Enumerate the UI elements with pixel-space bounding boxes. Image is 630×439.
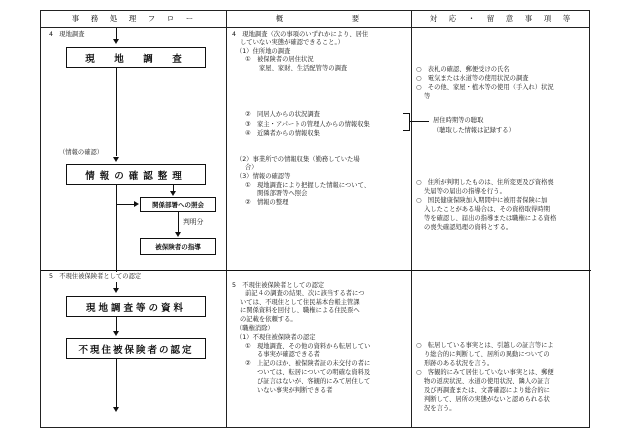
note-line: 及び再調査または、文書確認により総合的に (424, 387, 550, 394)
summary-line: （1）住所地の調査 (236, 48, 291, 55)
summary-line: び証言はないが、客観的にみて居住して (257, 378, 371, 385)
box-genchi-chosa: 現 地 調 査 (66, 47, 206, 68)
section-divider (411, 270, 591, 271)
summary-line: ② 上記のほか、被保険者証の未交付の者に (245, 360, 371, 367)
arrow-down-icon (113, 39, 119, 44)
summary-line: （1）不現住被保険者の認定 (236, 334, 316, 341)
summary-line: いない事実が判断できる者 (257, 387, 333, 394)
flow-line (178, 212, 179, 234)
box-kankei-shokai: 関係部署への照会 (140, 197, 216, 212)
summary-line: 4 現地調査（次の事項のいずれかにより、居住 (232, 31, 369, 38)
note-line: 等 (424, 93, 431, 100)
box-hihokensha-shido: 被保険者の指導 (140, 238, 216, 255)
hanmeibun-label: 判明分 (183, 218, 204, 226)
note-line: 等を確認し、届出の指導または職権による資格 (424, 215, 557, 222)
section-divider (41, 270, 226, 271)
summary-line: に関係資料を回付し、職権による住民票へ (240, 307, 360, 314)
summary-line: ② 情報の整理 (245, 199, 289, 206)
summary-line: ① 現地調査により把握した情報について、 (245, 182, 371, 189)
summary-line: の記載を依頼する。 (240, 316, 297, 323)
note-line: （聴取した情報は記録する） (433, 127, 515, 134)
summary-line: ついては、転居についての明確な資料及 (257, 369, 371, 376)
flow-line (116, 185, 117, 272)
arrow-down-icon (175, 232, 181, 237)
summary-line: ④ 近隣者からの情報収集 (245, 130, 320, 137)
summary-line: （2）事業所での情報収集（勤務していた場 (236, 156, 360, 163)
section-divider (226, 270, 411, 271)
column-divider (226, 11, 227, 427)
note-line: ○ 国民健康保険加入期間中に被用者保険に加 (416, 197, 548, 204)
summary-line: 家屋、家財、生活配管等の調査 (259, 65, 348, 72)
summary-line: 関係部署等へ照会 (257, 190, 308, 197)
note-line: ○ その他、家屋・植木等の使用（手入れ）状況 (416, 84, 554, 91)
note-line: ○ 客観的にみて居住していない事実とは、郵便 (416, 369, 554, 376)
summary-line: ③ 家主・アパートの管理人からの情報収集 (245, 121, 370, 128)
note-line: 判断して、居所の実態がないと認められる状 (424, 396, 550, 403)
summary-line: 合） (245, 164, 258, 171)
arrow-down-icon (113, 288, 119, 293)
note-line: り総合的に判断して、居所の異動についての (424, 351, 550, 358)
summary-line: （3）情報の確認等 (236, 173, 291, 180)
summary-line: していない実態が確認できること。） (240, 39, 344, 46)
table-header (41, 11, 589, 28)
summary-line: いては、不現住として住民基本台帳主管課 (240, 299, 360, 306)
note-line: 況を言う。 (424, 405, 456, 412)
arrow-down-icon (113, 331, 119, 336)
flow-line (116, 204, 134, 205)
arrow-right-icon (134, 201, 139, 207)
header-notes: 対 応 ・ 留 意 事 項 等 (429, 14, 573, 23)
note-line: 失届等の届出の指導を行う。 (424, 188, 506, 195)
section-4-title: 4 現地調査 (49, 31, 85, 38)
flow-line (116, 68, 117, 156)
summary-line: ① 被保険者の居住状況 (245, 56, 314, 63)
summary-line: 5 不現住被保険者としての認定 (232, 282, 325, 289)
summary-line: る事実が確認できる者 (257, 351, 320, 358)
arrow-down-icon (113, 157, 119, 162)
note-line: 入したことがある場合は、その資格取得時期 (424, 206, 550, 213)
section-5-title: 5 不現住被保険者としての認定 (49, 273, 142, 280)
box-chosa-shiryo: 現地調査等の資料 (66, 296, 206, 317)
summary-line: ② 同居人からの状況調査 (245, 111, 320, 118)
note-line: ○ 転居している事実とは、引越しの証言等によ (416, 342, 554, 349)
note-line: 居住時期等の聴取 (433, 117, 484, 124)
note-line: 物の返戻状況、水道の使用状況、隣人の証言 (424, 378, 550, 385)
note-line: 形跡のある状況を言う。 (424, 360, 494, 367)
document-table (40, 10, 590, 428)
summary-line: 前記４の調査の結果、次に該当する者につ (245, 290, 365, 297)
flow-line (116, 359, 117, 409)
note-line: ○ 表札の確認、郵便受けの氏名 (416, 66, 510, 73)
arrow-down-icon (170, 191, 176, 196)
joho-kakunin-label: （情報の確認） (59, 149, 104, 156)
column-divider (411, 11, 412, 427)
note-line: の喪失確認処理の資料とする。 (424, 224, 513, 231)
summary-line: ① 現地調査、その他の資料から転居してい (245, 343, 371, 350)
summary-line: （職権消除） (236, 325, 274, 332)
header-summary: 概 要 (275, 14, 362, 23)
box-joho-kakunin: 情報の確認整理 (66, 164, 206, 185)
box-fugenju-nintei: 不現住被保険者の認定 (66, 338, 206, 359)
arrow-down-icon (113, 407, 119, 412)
flow-line (409, 121, 429, 122)
note-line: ○ 電気または水道等の使用状況の調査 (416, 75, 529, 82)
note-line: ○ 住所が判明したものは、住所変更及び資格喪 (416, 179, 554, 186)
bracket-icon (403, 113, 410, 131)
header-flow: 事 務 処 理 フ ロ ー (71, 14, 196, 23)
